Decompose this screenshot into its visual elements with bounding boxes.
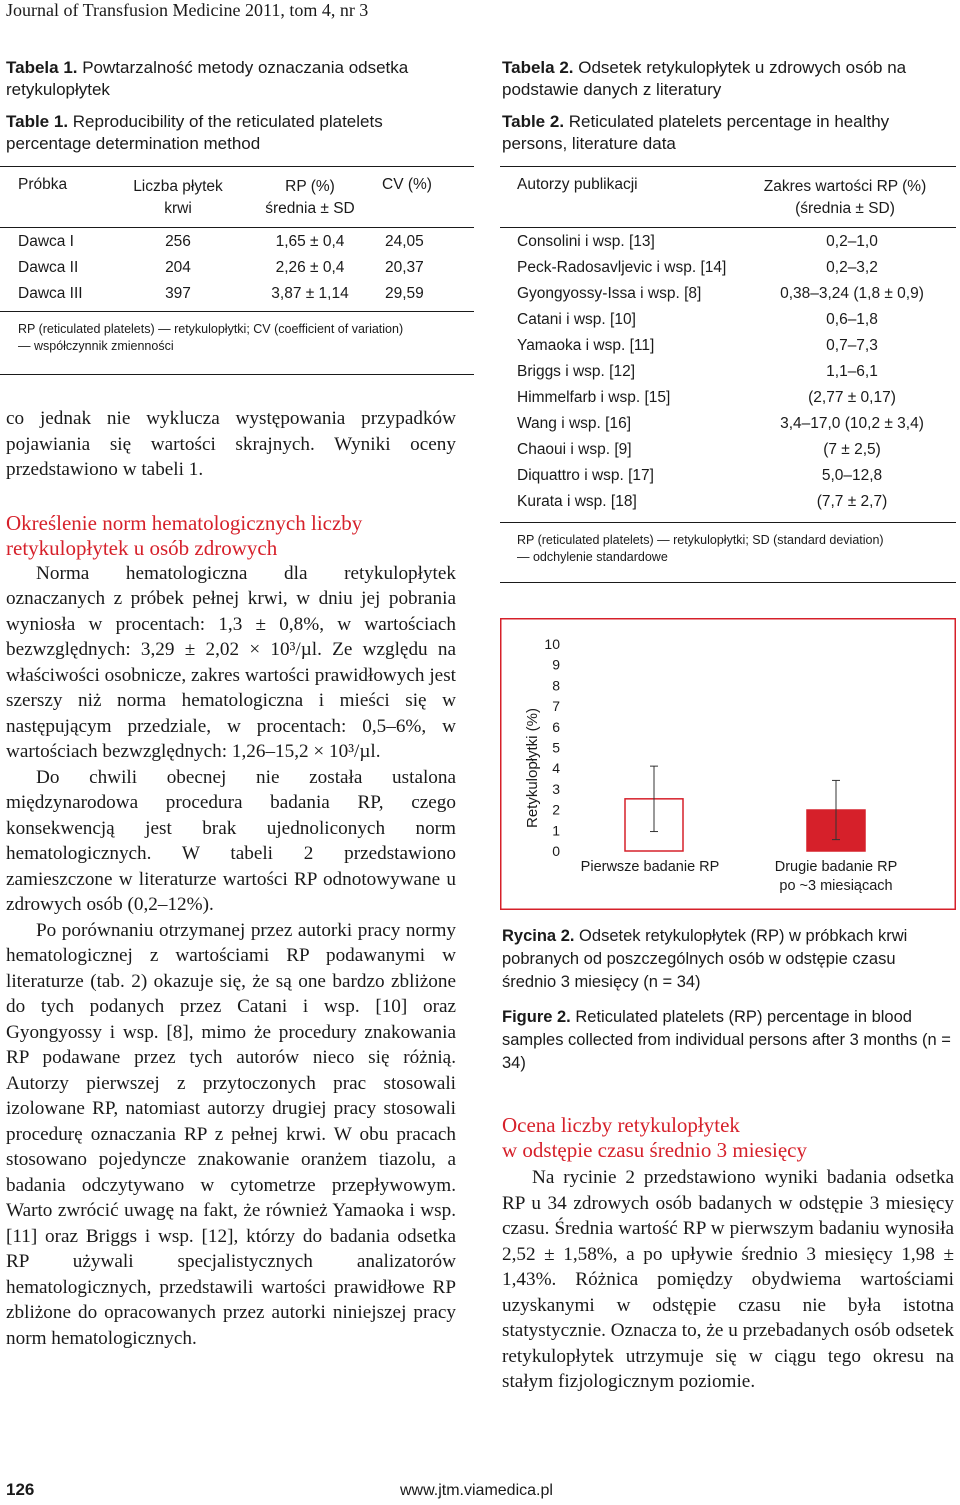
figure2-label-pl: Rycina 2. xyxy=(502,927,575,945)
table2-cell-range: 0,38–3,24 (1,8 ± 0,9) xyxy=(780,285,924,302)
table2-footnote-line2: — odchylenie standardowe xyxy=(517,550,668,564)
table2-cell-range: (2,77 ± 0,17) xyxy=(808,389,896,406)
journal-header: Journal of Transfusion Medicine 2011, tom 4, nr 3 xyxy=(6,0,369,20)
y-tick-label: 10 xyxy=(544,636,560,652)
table1-header-cv: CV (%) xyxy=(382,176,432,193)
y-axis-label: Retykulopłytki (%) xyxy=(524,707,541,829)
table1-title-pl: Powtarzalność metody oznaczania odsetka retykulopłytek xyxy=(6,58,409,99)
table-row xyxy=(517,285,960,311)
y-tick-label: 4 xyxy=(552,760,560,777)
footer-url[interactable]: www.jtm.viamedica.pl xyxy=(400,1482,553,1499)
table1-title-en: Reproducibility of the reticulated platelets percentage determination method xyxy=(6,112,383,153)
table1-header-count-line2: krwi xyxy=(164,200,192,217)
x-tick-label: po ~3 miesiącach xyxy=(779,878,893,894)
table2-cell-range: 0,6–1,8 xyxy=(826,311,878,328)
table1-cell-sample: Dawca II xyxy=(18,259,79,276)
right-body xyxy=(502,1113,954,1395)
table2-mid-rule xyxy=(500,522,956,523)
table2-cell-range: 0,2–1,0 xyxy=(826,233,878,250)
table2-cell-author: Peck-Radosavljevic i wsp. [14] xyxy=(517,259,727,276)
table2-cell-range: (7 ± 2,5) xyxy=(823,441,881,458)
y-tick-label: 0 xyxy=(552,843,560,859)
table-row xyxy=(0,259,474,285)
table2-cell-range: 0,2–3,2 xyxy=(826,259,878,276)
table1-bottom-rule xyxy=(0,374,474,375)
table2-cell-author: Yamaoka i wsp. [11] xyxy=(517,337,655,354)
y-tick-label: 5 xyxy=(552,739,560,756)
table-row xyxy=(517,493,960,519)
y-ticks xyxy=(544,636,560,859)
paragraph-comparison: Po porównaniu otrzymanej przez autorki pracy normy hematologicznej z wartościami RP podawanymi w literaturze (tab. 2) okazuje się, że są one bardzo zbliżone do tych podanych przez Catani i wsp. [10] oraz Gyongyossy i wsp. [8], mimo że procedury znakowania RP podawane przez tych autorów nieco się różnią. Autorzy pierwszej z przytoczonych prac stosowali izolowane RP, natomiast autorzy drugiej pracy stosowali procedurę oznaczania RP z pełnej krwi. W obu pracach stosowano pojedyncze znakowanie oranżem tiazolu, a badania odczytywano w cytometrze przepływowym. Warto zwrócić uwagę na fakt, że również Yamaoka i wsp. [11] oraz Briggs i wsp. [12], którzy do badania odsetka RP używali specjalistycznych analizatorów hematologicznych, przedstawili wartości prawidłowe RP zbliżone do opracowanych przez autorki niniejszej pracy norm hematologicznych. xyxy=(6,919,456,1349)
table1-top-rule xyxy=(0,166,474,167)
page-number: 126 xyxy=(6,1480,35,1499)
table2-cell-author: Consolini i wsp. [13] xyxy=(517,233,655,250)
table-row xyxy=(517,259,960,285)
table-row xyxy=(517,389,960,415)
y-tick-label: 1 xyxy=(552,822,560,839)
table2-title-en: Reticulated platelets percentage in healthy persons, literature data xyxy=(502,112,890,153)
table2-cell-range: 1,1–6,1 xyxy=(826,363,878,380)
figure2-caption-en-text: Reticulated platelets (RP) percentage in blood samples collected from individual persons after 3 months (n = 34) xyxy=(502,1008,951,1072)
table1-header-rp-line2: średnia ± SD xyxy=(265,200,355,217)
table2-cell-author: Chaoui i wsp. [9] xyxy=(517,441,632,458)
y-tick-label: 6 xyxy=(552,718,560,735)
table2-header-authors: Autorzy publikacji xyxy=(517,176,638,193)
table1-cell-sample: Dawca I xyxy=(18,233,74,250)
table1-label-pl: Tabela 1. xyxy=(6,58,78,77)
table1-cell-cv: 20,37 xyxy=(385,259,424,276)
section-heading-norms-line2: retykulopłytek u osób zdrowych xyxy=(6,535,278,560)
x-tick-label: Drugie badanie RP xyxy=(774,859,898,875)
paragraph-intro: co jednak nie wyklucza występowania przypadków pojawiania się wartości skrajnych. Wyniki oceny przedstawiono w tabeli 1. xyxy=(6,408,456,480)
table1-header-rule xyxy=(0,227,474,228)
figure2-caption-pl xyxy=(502,925,954,994)
table1-cell-cv: 24,05 xyxy=(385,233,424,250)
section-heading-3months xyxy=(502,1113,954,1163)
x-labels xyxy=(581,859,898,894)
bars xyxy=(625,766,865,851)
figure2-caption-pl-text: Odsetek retykulopłytek (RP) w próbkach krwi pobranych od poszczególnych osób w odstępie czasu średnio 3 miesięcy (n = 34) xyxy=(502,927,908,991)
paragraph-norm: Norma hematologiczna dla retykulopłytek oznaczanych z próbek pełnej krwi, w dniu jej pobrania wyniosła w procentach: 1,3 ± 0,8%, w wartościach bezwzględnych: 3,29 ± 2,02 × 10³/µl. Ze względu na właściwości osobnicze, zakres wartości prawidłowych jest szerszy niż norma hematologiczna i mieści się w następującym przedziale, w procentach: 0,5–6%, w wartościach bezwzględnych: 1,26–15,2 × 10³/µl. xyxy=(6,562,456,762)
paragraph-results: Na rycinie 2 przedstawiono wyniki badania odsetka RP u 34 zdrowych osób badanych w odstępie 3 miesięcy czasu. Średnia wartość RP w pierwszym badaniu wynosiła 2,52 ± 1,58%, a po upływie średnio 3 miesięcy 1,98 ± 1,43%. Różnica pomiędzy obydwiema wartościami uzyskanymi w odstępie czasu nie była istotna statystycznie. Oznacza to, że u przebadanych osób odsetek retykulopłytek utrzymuje się w ciągu tego okresu na stałym fizjologicznym poziomie. xyxy=(502,1167,954,1392)
table2-label-pl: Tabela 2. xyxy=(502,58,574,77)
y-tick-label: 8 xyxy=(552,677,560,694)
table-row xyxy=(517,467,960,493)
table2-cell-range: (7,7 ± 2,7) xyxy=(816,493,888,510)
y-tick-label: 7 xyxy=(552,698,560,715)
table1-cell-count: 204 xyxy=(165,259,191,276)
table2-header-range-line2: (średnia ± SD) xyxy=(795,200,895,217)
table2-cell-author: Kurata i wsp. [18] xyxy=(517,493,637,510)
table2-cell-author: Gyongyossy-Issa i wsp. [8] xyxy=(517,285,702,302)
table-row xyxy=(517,337,960,363)
paragraph-procedure: Do chwili obecnej nie została ustalona międzynarodowa procedura badania RP, czego konsekwencją jest brak ujednoliconych norm hematologicznych. W tabeli 2 przedstawiono zamieszczone w literaturze wartości RP odnotowywane u zdrowych osób (0,2–12%). xyxy=(6,766,456,915)
table1-header xyxy=(0,176,474,222)
table2-header-rule xyxy=(500,227,956,228)
table1-header-count-line1: Liczba płytek xyxy=(133,178,223,195)
table2-title-pl: Odsetek retykulopłytek u zdrowych osób na podstawie danych z literatury xyxy=(502,58,907,99)
section-heading-norms-line1: Określenie norm hematologicznych liczby xyxy=(6,510,363,535)
table2-label-en: Table 2. xyxy=(502,112,565,131)
table1-header-count xyxy=(118,176,238,220)
table2-cell-range: 5,0–12,8 xyxy=(821,467,883,484)
figure2-label-en: Figure 2. xyxy=(502,1008,571,1026)
table2-cell-author: Catani i wsp. [10] xyxy=(517,311,636,328)
table2-cell-author: Diquattro i wsp. [17] xyxy=(517,467,654,484)
table2-cell-author: Briggs i wsp. [12] xyxy=(517,363,636,380)
table1-cell-count: 397 xyxy=(165,285,191,302)
table2-caption-pl xyxy=(502,57,952,101)
figure2-caption-en xyxy=(502,1006,954,1075)
table-row xyxy=(517,311,960,337)
table1-header-sample: Próbka xyxy=(18,176,68,193)
table2-bottom-rule xyxy=(500,582,956,583)
table2-cell-range: 0,7–7,3 xyxy=(826,337,878,354)
table1-cell-count: 256 xyxy=(165,233,191,250)
table1-cell-rp: 2,26 ± 0,4 xyxy=(275,259,345,276)
y-tick-label: 3 xyxy=(552,780,560,797)
table1-cell-sample: Dawca III xyxy=(18,285,83,302)
table1-cell-rp: 1,65 ± 0,4 xyxy=(275,233,345,250)
table1-cell-rp: 3,87 ± 1,14 xyxy=(271,285,349,302)
table-row xyxy=(517,441,960,467)
table1-mid-rule xyxy=(0,311,474,312)
table2-caption xyxy=(502,57,952,155)
table-row xyxy=(0,285,474,311)
table1-cell-cv: 29,59 xyxy=(385,285,424,302)
table2-header-range-line1: Zakres wartości RP (%) xyxy=(763,178,927,195)
table2-cell-range: 3,4–17,0 (10,2 ± 3,4) xyxy=(780,415,924,432)
table2-caption-en xyxy=(502,111,952,155)
table1-header-rp xyxy=(245,176,375,220)
table2-footnote xyxy=(517,532,947,566)
table1-caption xyxy=(6,57,466,155)
table2-header-range xyxy=(740,176,950,220)
section-heading-3months-line1: Ocena liczby retykulopłytek xyxy=(502,1113,740,1137)
table-row xyxy=(517,233,960,259)
table2-header xyxy=(500,176,956,222)
left-body xyxy=(6,406,456,1351)
figure2-caption xyxy=(502,925,954,1075)
table1-caption-en xyxy=(6,111,466,155)
table2-top-rule xyxy=(500,166,956,167)
table2-footnote-line1: RP (reticulated platelets) — retykulopłytki; SD (standard deviation) xyxy=(517,533,884,547)
table1-header-rp-line1: RP (%) xyxy=(285,178,335,195)
table1-footnote-line2: — współczynnik zmienności xyxy=(18,339,174,353)
section-heading-norms xyxy=(6,511,456,561)
y-tick-label: 9 xyxy=(552,656,560,673)
table-row xyxy=(517,363,960,389)
table2-cell-author: Himmelfarb i wsp. [15] xyxy=(517,389,671,406)
x-tick-label: Pierwsze badanie RP xyxy=(580,859,720,875)
y-tick-label: 2 xyxy=(552,801,560,818)
table1-label-en: Table 1. xyxy=(6,112,69,131)
table1-footnote-line1: RP (reticulated platelets) — retykulopłytki; CV (coefficient of variation) xyxy=(18,322,404,336)
table1-caption-pl xyxy=(6,57,466,101)
table1-footnote xyxy=(18,321,468,355)
table2-cell-author: Wang i wsp. [16] xyxy=(517,415,632,432)
table-row xyxy=(517,415,960,441)
table-row xyxy=(0,233,474,259)
section-heading-3months-line2: w odstępie czasu średnio 3 miesięcy xyxy=(502,1138,807,1162)
figure2-chart xyxy=(500,618,956,910)
